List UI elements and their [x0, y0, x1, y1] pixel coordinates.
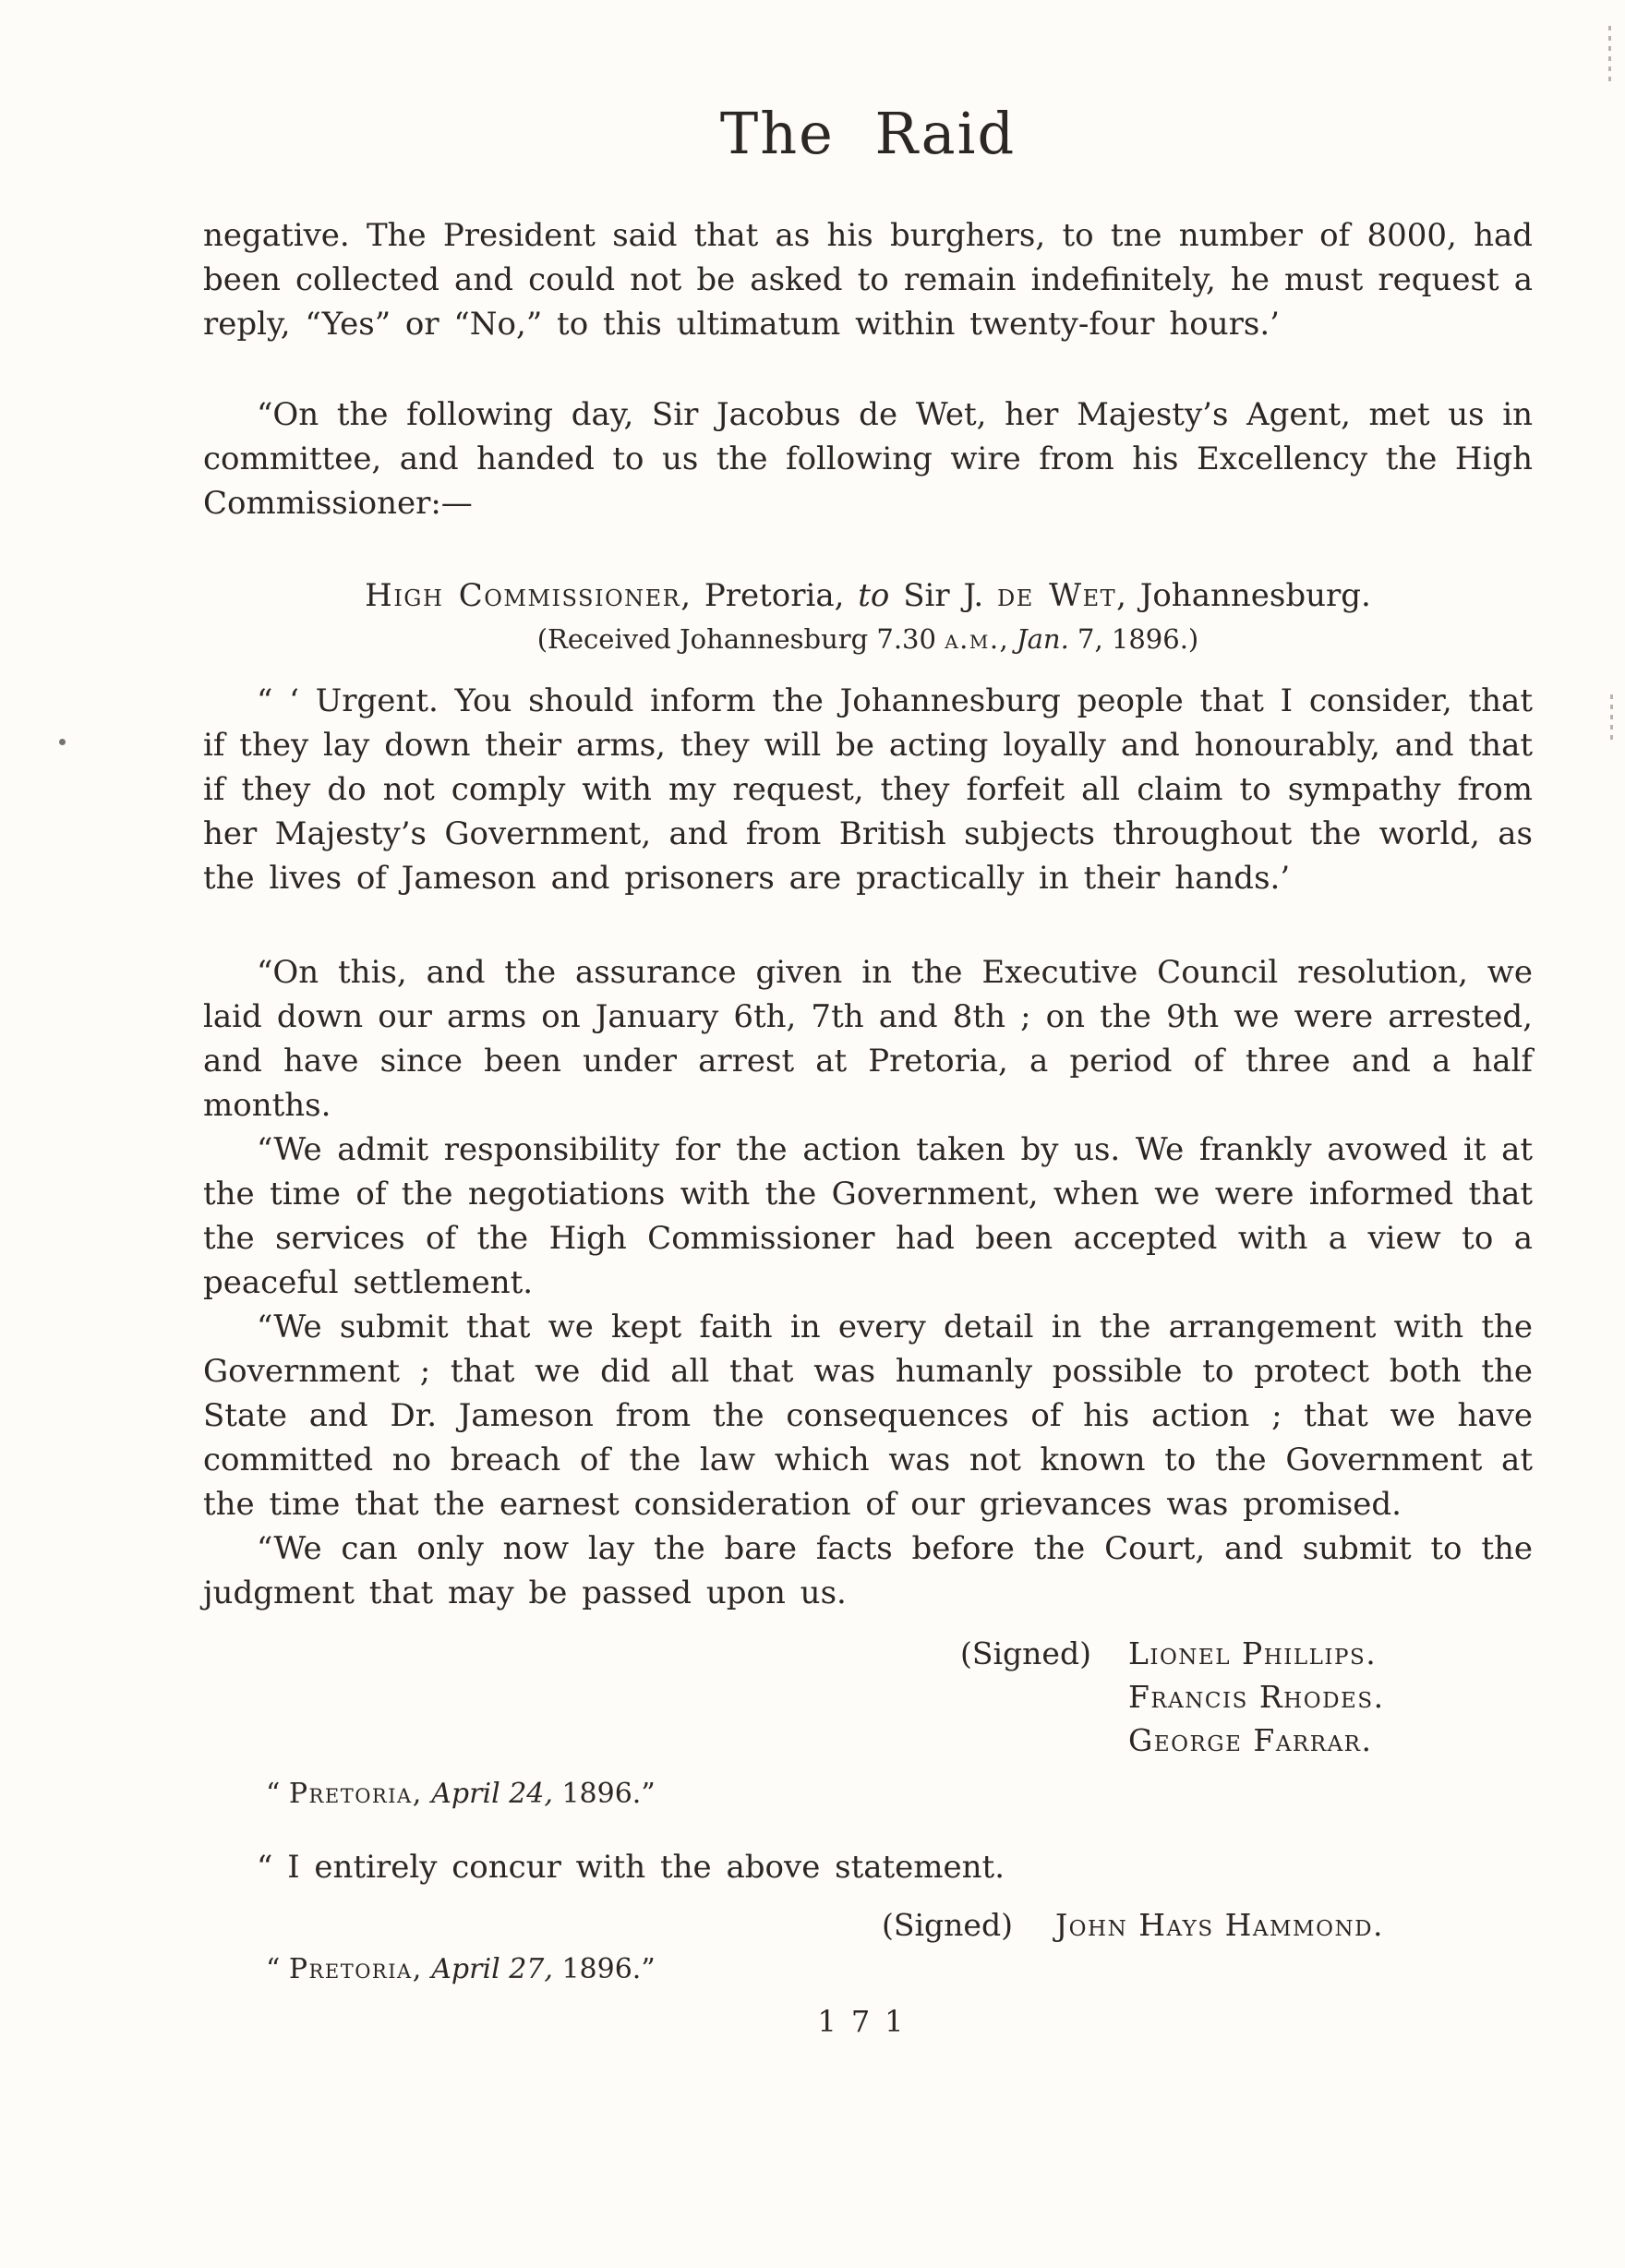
signatory-name: Francis Rhodes. — [1127, 1679, 1385, 1715]
signatory-name: George Farrar. — [1127, 1722, 1373, 1758]
date-text: April 24, — [422, 1778, 562, 1810]
page-number: 171 — [817, 2004, 919, 2039]
dateline: “ Pretoria, April 27, 1896.” — [266, 1953, 656, 1985]
telegram-received-line: (Received Johannesburg 7.30 a.m., Jan. 7, 1896.) — [536, 623, 1199, 655]
signatory-name: Lionel Phillips. — [1127, 1635, 1378, 1671]
scan-artifact-edge-mark — [1610, 694, 1613, 742]
concur-paragraph: “ I entirely concur with the above statement. — [257, 1849, 1005, 1886]
telegram-to-word: to — [858, 577, 890, 614]
signatory-names — [1128, 1632, 1385, 1762]
signed-label: (Signed) — [960, 1635, 1091, 1671]
paragraph: “We admit responsibility for the action taken by us. We frankly avowed it at the time of the negotiations with the Government, when we were informed that the services of the High Commissioner had been accepted with a view to a peaceful settlement. — [203, 1131, 1533, 1301]
telegram-recipient: de Wet — [997, 577, 1117, 614]
date-text: April 27, — [422, 1953, 562, 1985]
signature-block — [960, 1632, 1533, 1762]
telegram-heading: High Commissioner, Pretoria, to Sir J. de Wet, Johannesburg. — [365, 577, 1371, 614]
page-title: The Raid — [719, 100, 1017, 167]
scan-artifact-edge-mark — [1608, 26, 1611, 81]
telegram-sender: High Commissioner — [365, 577, 681, 614]
dateline: “ Pretoria, April 24, 1896.” — [266, 1778, 656, 1810]
paragraph-continuation: negative. The President said that as his burghers, to tne number of 8000, had been collected and could not be asked to remain indefinitely, he must request a reply, “Yes” or “No,” to this ultimatum within twenty-four hours.’ — [203, 217, 1533, 343]
signature-block-2 — [882, 1904, 1533, 1947]
telegram-body: “ ‘ Urgent. You should inform the Johannesburg people that I consider, that if they lay down their arms, they will be acting loyally and honourably, and that if they do not comply with my request, they forfeit all claim to sympathy from her Majesty’s Government, and from British subjects throughout the world, as the lives of Jameson and prisoners are practically in their hands.’ — [203, 682, 1533, 897]
text-column — [203, 0, 1533, 2039]
paragraph: “On this, and the assurance given in the Executive Council resolution, we laid down our arms on January 6th, 7th and 8th ; on the 9th we were arrested, and have since been under arrest at Pretoria, a period of three and a half months. — [203, 954, 1533, 1124]
paragraph: “We submit that we kept faith in every detail in the arrangement with the Government ; that we did all that was humanly possible to protect both the State and Dr. Jameson from the consequences of his action ; that we have committed no breach of the law which was not known to the Government at the time that the earnest consideration of our grievances was promised. — [203, 1309, 1533, 1523]
paragraph: “We can only now lay the bare facts before the Court, and submit to the judgment that may be passed upon us. — [203, 1530, 1533, 1611]
signed-label: (Signed) — [882, 1907, 1013, 1943]
paragraph: “On the following day, Sir Jacobus de Wet, her Majesty’s Agent, met us in committee, and handed to us the following wire from his Excellency the High Commissioner:— — [203, 396, 1533, 522]
signatory-name: John Hays Hammond. — [1054, 1907, 1384, 1943]
scan-artifact-dot — [59, 739, 66, 745]
place-name: Pretoria, — [288, 1778, 423, 1810]
place-name: Pretoria, — [288, 1953, 423, 1985]
